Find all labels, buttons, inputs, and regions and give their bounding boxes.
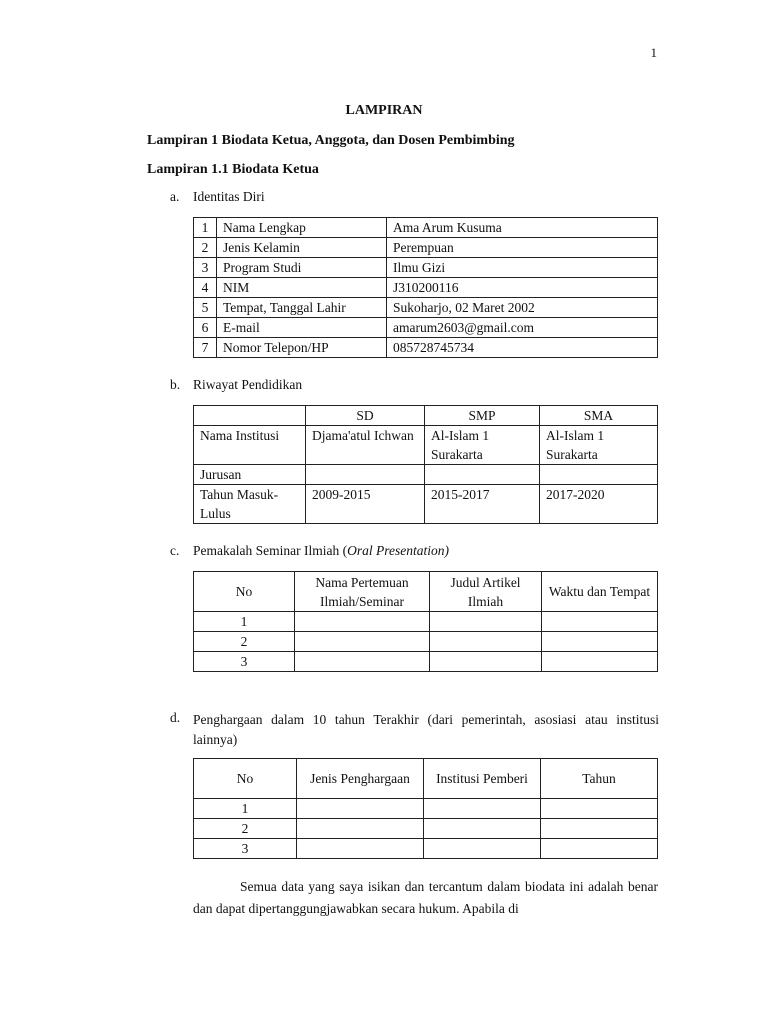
row-number: 4 — [194, 278, 217, 298]
row-number: 1 — [194, 218, 217, 238]
section-d-marker: d. — [170, 710, 181, 725]
page-number: 1 — [650, 45, 657, 60]
row-value: Ama Arum Kusuma — [387, 218, 658, 238]
column-header: Institusi Pemberi — [424, 759, 541, 799]
table-cell — [542, 632, 658, 652]
column-header: No — [194, 759, 297, 799]
row-label: Program Studi — [217, 258, 387, 278]
row-value: 085728745734 — [387, 338, 658, 358]
table-row — [194, 238, 658, 258]
table-cell — [541, 839, 658, 859]
table-cell — [295, 632, 430, 652]
table-cell — [297, 819, 424, 839]
table-cell — [295, 612, 430, 632]
table-header-row — [194, 759, 658, 799]
table-row — [194, 338, 658, 358]
row-value: Sukoharjo, 02 Maret 2002 — [387, 298, 658, 318]
row-label: Nama Lengkap — [217, 218, 387, 238]
section-c-text: Pemakalah Seminar Ilmiah ( — [193, 543, 348, 558]
table-cell — [424, 839, 541, 859]
cell-sd: 2009-2015 — [306, 485, 425, 524]
table-cell — [541, 799, 658, 819]
table-row — [194, 318, 658, 338]
row-number: 2 — [194, 632, 295, 652]
closing-paragraph: Semua data yang saya isikan dan tercantum dalam biodata ini adalah benar dan dapat dipertanggungjawabkan secara hukum. Apabila di — [193, 879, 658, 916]
row-number: 2 — [194, 819, 297, 839]
row-value: Perempuan — [387, 238, 658, 258]
row-label: Jenis Kelamin — [217, 238, 387, 258]
cell-sd: Djama'atul Ichwan — [306, 426, 425, 465]
table-cell — [430, 652, 542, 672]
section-a-label — [170, 189, 265, 205]
table-cell — [542, 612, 658, 632]
table-row — [194, 426, 658, 465]
section-c-marker: c. — [170, 543, 180, 558]
column-header — [194, 406, 306, 426]
row-number: 1 — [194, 612, 295, 632]
column-header: SMA — [540, 406, 658, 426]
cell-sma — [540, 465, 658, 485]
table-row — [194, 612, 658, 632]
table-row — [194, 465, 658, 485]
table-row — [194, 839, 658, 859]
education-table — [193, 405, 658, 524]
row-number: 3 — [194, 839, 297, 859]
section-c-label — [170, 543, 449, 559]
table-row — [194, 652, 658, 672]
row-number: 7 — [194, 338, 217, 358]
table-row — [194, 278, 658, 298]
table-cell — [297, 839, 424, 859]
row-label: Nomor Telepon/HP — [217, 338, 387, 358]
identity-table — [193, 217, 658, 358]
row-number: 5 — [194, 298, 217, 318]
table-cell — [430, 612, 542, 632]
row-value: Ilmu Gizi — [387, 258, 658, 278]
table-cell — [430, 632, 542, 652]
row-number: 3 — [194, 258, 217, 278]
cell-smp: 2015-2017 — [425, 485, 540, 524]
column-header: No — [194, 572, 295, 612]
row-label: Tempat, Tanggal Lahir — [217, 298, 387, 318]
section-d-text: Penghargaan dalam 10 tahun Terakhir (dari pemerintah, asosiasi atau institusi lainnya) — [193, 712, 659, 747]
table-row — [194, 298, 658, 318]
table-header-row — [194, 572, 658, 612]
row-number: 3 — [194, 652, 295, 672]
table-header-row — [194, 406, 658, 426]
row-label: Tahun Masuk-Lulus — [194, 485, 306, 524]
cell-smp — [425, 465, 540, 485]
table-row — [194, 799, 658, 819]
section-b-text: Riwayat Pendidikan — [193, 377, 303, 392]
page-title: LAMPIRAN — [345, 103, 423, 118]
column-header: Tahun — [541, 759, 658, 799]
section-a-marker: a. — [170, 189, 180, 204]
row-value: amarum2603@gmail.com — [387, 318, 658, 338]
column-header: SMP — [425, 406, 540, 426]
seminar-table — [193, 571, 658, 672]
column-header: Waktu dan Tempat — [542, 572, 658, 612]
column-header: Nama Pertemuan Ilmiah/Seminar — [295, 572, 430, 612]
row-number: 6 — [194, 318, 217, 338]
section-b-label — [170, 377, 302, 393]
heading-lampiran-1-1: Lampiran 1.1 Biodata Ketua — [147, 162, 319, 177]
table-cell — [542, 652, 658, 672]
section-c-italic-text: Oral Presentation) — [347, 543, 449, 558]
table-row — [194, 218, 658, 238]
column-header: Jenis Penghargaan — [297, 759, 424, 799]
award-table — [193, 758, 658, 859]
column-header: Judul Artikel Ilmiah — [430, 572, 542, 612]
table-cell — [424, 799, 541, 819]
table-row — [194, 258, 658, 278]
row-label: Jurusan — [194, 465, 306, 485]
row-number: 2 — [194, 238, 217, 258]
cell-smp: Al-Islam 1 Surakarta — [425, 426, 540, 465]
table-row — [194, 819, 658, 839]
column-header: SD — [306, 406, 425, 426]
row-label: NIM — [217, 278, 387, 298]
table-cell — [295, 652, 430, 672]
heading-lampiran-1: Lampiran 1 Biodata Ketua, Anggota, dan Dosen Pembimbing — [147, 133, 515, 148]
section-d-label — [170, 710, 659, 750]
section-a-text: Identitas Diri — [193, 189, 265, 204]
table-cell — [541, 819, 658, 839]
table-cell — [297, 799, 424, 819]
row-value: J310200116 — [387, 278, 658, 298]
table-row — [194, 485, 658, 524]
table-row — [194, 632, 658, 652]
row-label: Nama Institusi — [194, 426, 306, 465]
cell-sd — [306, 465, 425, 485]
cell-sma: 2017-2020 — [540, 485, 658, 524]
section-b-marker: b. — [170, 377, 181, 392]
row-label: E-mail — [217, 318, 387, 338]
row-number: 1 — [194, 799, 297, 819]
table-cell — [424, 819, 541, 839]
cell-sma: Al-Islam 1 Surakarta — [540, 426, 658, 465]
